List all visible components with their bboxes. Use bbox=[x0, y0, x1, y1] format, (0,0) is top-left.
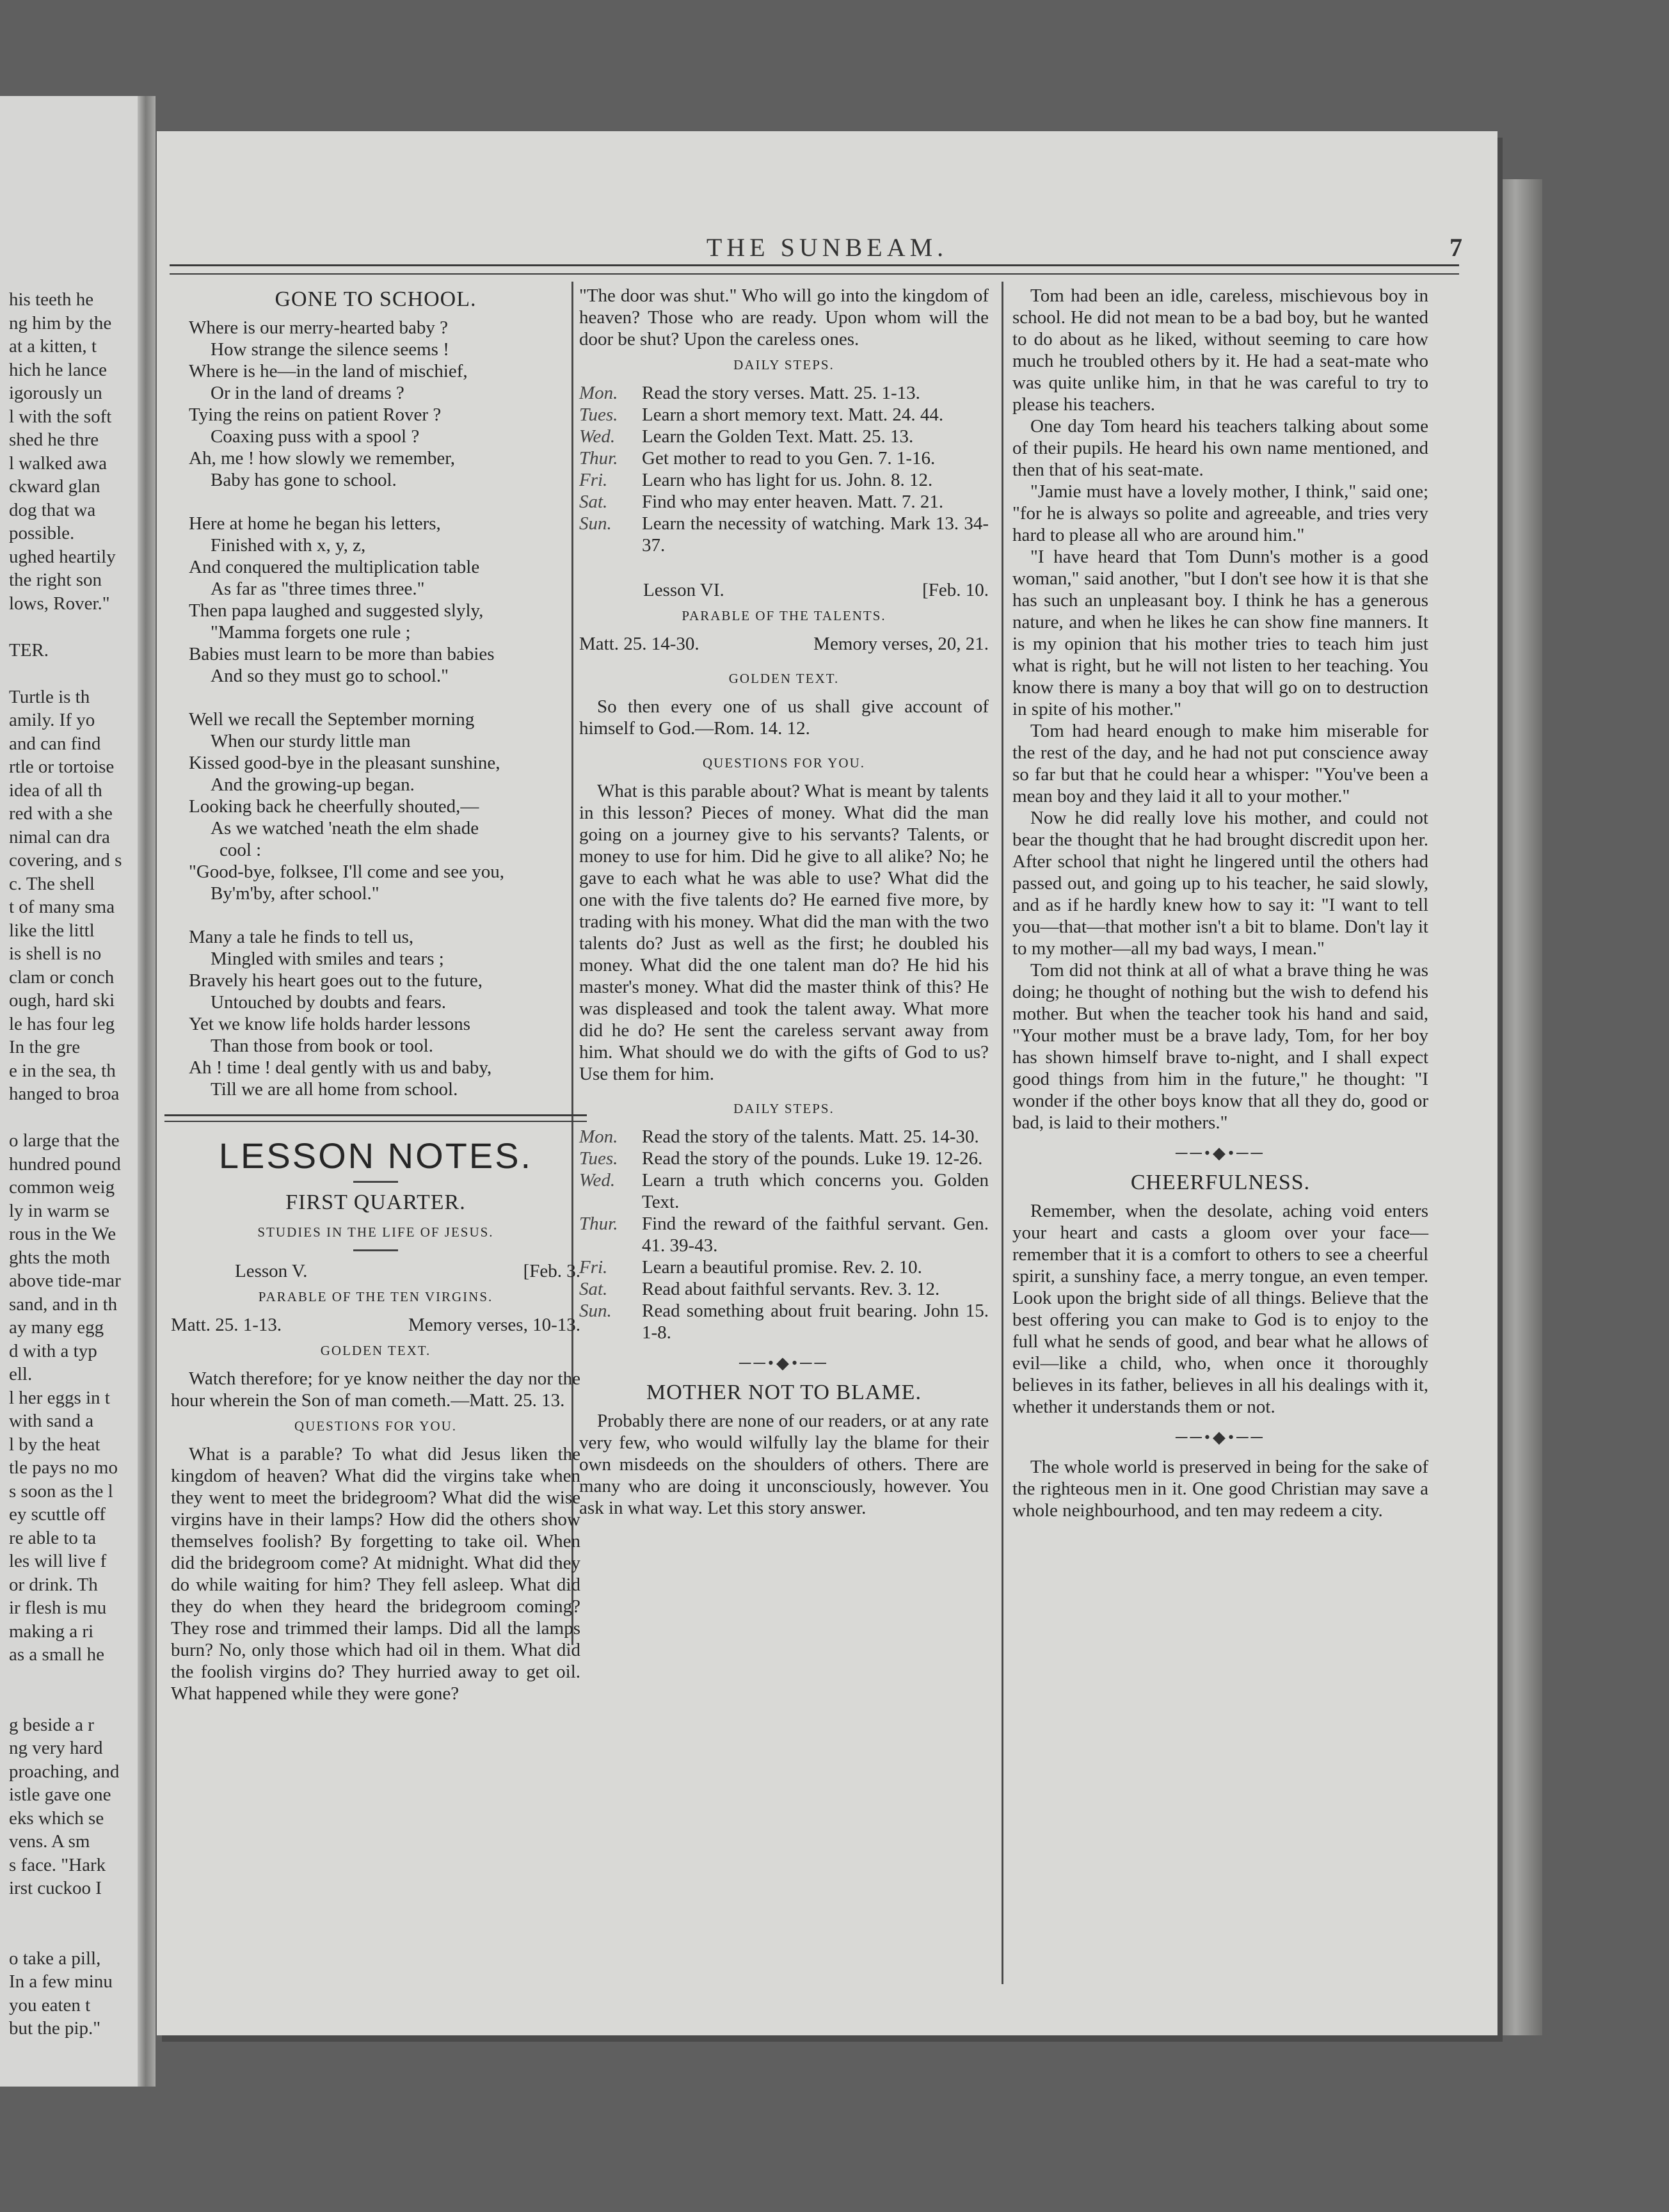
closing-text: The whole world is preserved in being for the sake of the righteous men in it. One good Christian may save a whole neighbourhood, and ten may redeem a city. bbox=[1012, 1457, 1428, 1521]
previous-page-line: rtle or tortoise bbox=[9, 757, 115, 777]
poem-line: "Good-bye, folksee, I'll come and see you, bbox=[189, 862, 504, 882]
questions-text-continued: "The door was shut." Who will go into the kingdom of heaven? Those who are ready. Upon whom will the door be shut? Upon the careless ones. bbox=[579, 285, 989, 349]
previous-page-line: les will live f bbox=[9, 1551, 107, 1571]
previous-page-line: istle gave one bbox=[9, 1784, 111, 1805]
previous-page-line: nimal can dra bbox=[9, 826, 110, 847]
previous-page-line: as a small he bbox=[9, 1644, 104, 1665]
previous-page-line: l walked awa bbox=[9, 453, 107, 474]
poem-line: Well we recall the September morning bbox=[189, 709, 475, 730]
step-text: Read the story of the talents. Matt. 25. 14-30. bbox=[642, 1126, 979, 1147]
poem-line: Babies must learn to be more than babies bbox=[189, 644, 495, 664]
previous-page-line: re able to ta bbox=[9, 1527, 97, 1548]
weekday-label: Thur. bbox=[579, 1214, 618, 1234]
column-1 bbox=[171, 285, 580, 1704]
previous-page-line: g beside a r bbox=[9, 1714, 94, 1735]
daily-steps-list bbox=[579, 382, 989, 556]
poem-line: Kissed good-bye in the pleasant sunshine, bbox=[189, 753, 500, 773]
poem-line: Bravely his heart goes out to the future, bbox=[189, 970, 483, 991]
previous-page-line: ell. bbox=[9, 1364, 33, 1384]
story-paragraph: Tom did not think at all of what a brave thing he was doing; he thought of nothing but the wish to defend his mother. But when the teacher took his hand and said, "Your mother must be a brave lady, Tom, for her boy has shown himself brave to-night, and I shall expect good things from him in the future," he thought: "I wonder if the other boys know that all they do, good or bad, is laid to their mothers." bbox=[1012, 960, 1428, 1133]
poem-line: Or in the land of dreams ? bbox=[211, 383, 404, 403]
previous-page-line: le has four leg bbox=[9, 1013, 115, 1034]
previous-page-line: t of many sma bbox=[9, 897, 115, 917]
poem-line: cool : bbox=[220, 840, 262, 860]
step-text: Read the story verses. Matt. 25. 1-13. bbox=[642, 383, 920, 403]
previous-page-line: ly in warm se bbox=[9, 1200, 110, 1221]
step-text: Learn the Golden Text. Matt. 25. 13. bbox=[642, 426, 914, 447]
daily-steps-list bbox=[579, 1126, 989, 1343]
lesson-6-heading bbox=[579, 579, 989, 601]
lesson-title: PARABLE OF THE TEN VIRGINS. bbox=[258, 1289, 493, 1304]
daily-step bbox=[579, 1148, 989, 1169]
previous-page-line: rous in the We bbox=[9, 1224, 116, 1244]
questions-label: QUESTIONS FOR YOU. bbox=[703, 755, 865, 771]
previous-page-line: with sand a bbox=[9, 1411, 94, 1431]
column-rule bbox=[1002, 282, 1003, 1984]
previous-page-line: making a ri bbox=[9, 1621, 94, 1642]
previous-page-line: Turtle is th bbox=[9, 686, 90, 707]
previous-page-line: above tide-mar bbox=[9, 1270, 121, 1291]
previous-page-line: d with a typ bbox=[9, 1340, 97, 1361]
previous-page-line: o take a pill, bbox=[9, 1948, 101, 1969]
weekday-label: Wed. bbox=[579, 1170, 616, 1190]
step-text: Learn a truth which concerns you. Golden Text. bbox=[642, 1170, 989, 1212]
previous-page-line: clam or conch bbox=[9, 966, 115, 988]
step-text: Learn the necessity of watching. Mark 13. 34-37. bbox=[642, 513, 989, 556]
story-paragraph: Tom had been an idle, careless, mischievous boy in school. He did not mean to be a bad boy, but he wanted to do about as he liked, without seeming to care how much he troubled others by it. He had a seat-mate who was quite unlike him, in that he was careful to try to please his teachers. bbox=[1012, 285, 1428, 415]
daily-step bbox=[579, 1213, 989, 1256]
weekday-label: Mon. bbox=[579, 1126, 618, 1147]
golden-text-label: GOLDEN TEXT. bbox=[320, 1343, 431, 1358]
daily-steps-label: DAILY STEPS. bbox=[733, 357, 835, 373]
previous-page-line: tle pays no mo bbox=[9, 1457, 118, 1478]
weekday-label: Sun. bbox=[579, 1301, 612, 1321]
lesson-title: PARABLE OF THE TALENTS. bbox=[682, 608, 886, 623]
questions-label: QUESTIONS FOR YOU. bbox=[294, 1418, 457, 1434]
previous-page-line: ey scuttle off bbox=[9, 1504, 106, 1525]
previous-page-line: proaching, and bbox=[9, 1761, 120, 1782]
previous-page-line: ir flesh is mu bbox=[9, 1598, 107, 1618]
story-title: MOTHER NOT TO BLAME. bbox=[646, 1381, 922, 1404]
previous-page-line: ckward glan bbox=[9, 476, 100, 497]
poem-line: And the growing-up began. bbox=[211, 774, 415, 795]
previous-page-line: ghts the moth bbox=[9, 1247, 110, 1268]
previous-page-line: sand, and in th bbox=[9, 1294, 118, 1315]
step-text: Learn who has light for us. John. 8. 12. bbox=[642, 470, 933, 490]
lesson-label: Lesson VI. bbox=[643, 580, 724, 600]
daily-step bbox=[579, 1169, 989, 1213]
weekday-label: Fri. bbox=[579, 470, 608, 490]
step-text: Get mother to read to you Gen. 7. 1-16. bbox=[642, 448, 936, 469]
poem-title: GONE TO SCHOOL. bbox=[275, 287, 477, 311]
previous-page-line: s face. "Hark bbox=[9, 1854, 106, 1875]
daily-step bbox=[579, 1126, 989, 1148]
daily-step bbox=[579, 1256, 989, 1278]
previous-page-line: possible. bbox=[9, 523, 75, 543]
poem-line: As far as "three times three." bbox=[211, 579, 425, 599]
previous-page-line: ng him by the bbox=[9, 312, 112, 333]
poem-line: Ah ! time ! deal gently with us and baby, bbox=[189, 1057, 492, 1078]
poem-line: How strange the silence seems ! bbox=[211, 339, 449, 360]
magazine-page bbox=[157, 131, 1497, 2035]
poem-line: Yet we know life holds harder lessons bbox=[189, 1014, 471, 1034]
daily-steps-label: DAILY STEPS. bbox=[733, 1101, 835, 1116]
weekday-label: Thur. bbox=[579, 448, 618, 469]
golden-text-label: GOLDEN TEXT. bbox=[728, 671, 840, 686]
previous-page-line: l with the soft bbox=[9, 406, 112, 427]
previous-page-line: eks which se bbox=[9, 1807, 104, 1829]
daily-step bbox=[579, 469, 989, 491]
previous-page-line: lows, Rover." bbox=[9, 593, 110, 614]
ornament-divider: ──•◆•── bbox=[1176, 1144, 1265, 1162]
previous-page-line: shed he thre bbox=[9, 429, 99, 450]
lesson-notes-heading: LESSON NOTES. bbox=[218, 1135, 533, 1176]
story-paragraph: "Jamie must have a lovely mother, I think," said one; "for he is always so polite and agreeable, and tries very hard to please all who are around him." bbox=[1012, 481, 1428, 545]
step-text: Find who may enter heaven. Matt. 7. 21. bbox=[642, 492, 944, 512]
daily-step bbox=[579, 382, 989, 404]
step-text: Read about faithful servants. Rev. 3. 12. bbox=[642, 1279, 940, 1299]
page-edge bbox=[1497, 179, 1542, 2035]
lesson-label: Lesson V. bbox=[235, 1261, 308, 1281]
weekday-label: Sun. bbox=[579, 513, 612, 534]
poem-line: Finished with x, y, z, bbox=[211, 535, 366, 556]
lesson-date: [Feb. 10. bbox=[922, 580, 989, 600]
previous-page-line: hich he lance bbox=[9, 359, 107, 380]
cheerfulness-title: CHEERFULNESS. bbox=[1130, 1171, 1311, 1194]
previous-page-line: or drink. Th bbox=[9, 1574, 98, 1595]
poem-line: When our sturdy little man bbox=[211, 731, 411, 751]
step-text: Learn a beautiful promise. Rev. 2. 10. bbox=[642, 1257, 922, 1278]
poem-line: Than those from book or tool. bbox=[211, 1036, 433, 1056]
lesson-reference-row bbox=[579, 633, 989, 655]
previous-page-line: but the pip." bbox=[9, 2018, 101, 2039]
previous-page-line: e in the sea, th bbox=[9, 1060, 116, 1081]
scripture-reference: Matt. 25. 14-30. bbox=[579, 634, 699, 654]
previous-page-line: vens. A sm bbox=[9, 1831, 90, 1852]
previous-page-line: at a kitten, t bbox=[9, 336, 97, 357]
lesson-5-heading bbox=[171, 1260, 580, 1282]
poem-line: By'm'by, after school." bbox=[211, 883, 379, 904]
story-paragraph: Tom had heard enough to make him miserable for the rest of the day, and he had not put conscience away so far but that he could hear a whisper: "You've been a mean boy and they laid it all to your mother." bbox=[1012, 721, 1428, 806]
ornament-divider: ──•◆•── bbox=[1176, 1428, 1265, 1447]
step-text: Find the reward of the faithful servant. Gen. 41. 39-43. bbox=[642, 1214, 989, 1256]
questions-text: What is this parable about? What is meant by talents in this lesson? Pieces of money. What did the man going on a journey give to his servants? Talents, or money to use for him. Did he give to all alike? No; he gave to each what he was able to use? What did the one with the five talents do? He earned five more, by trading with his money. What did the man with the two talents do? Just as well as the first; he doubled his money. What did the one talent man do? He hid his master's money. What did the master think of this? He was displeased and took the talent away. What more did he do? He sent the careless servant away from him. What should we do with the gifts of God to us? Use them for him. bbox=[579, 781, 989, 1084]
previous-page-line: hundred pound bbox=[9, 1153, 121, 1174]
previous-page-line: amily. If yo bbox=[9, 710, 95, 730]
weekday-label: Tues. bbox=[579, 405, 618, 425]
previous-page-line: s soon as the l bbox=[9, 1480, 113, 1502]
poem-line: Then papa laughed and suggested slyly, bbox=[189, 600, 484, 621]
previous-page-line: common weig bbox=[9, 1177, 115, 1198]
previous-page-line: c. The shell bbox=[9, 873, 95, 894]
previous-page-line: is shell is no bbox=[9, 943, 102, 964]
binding-gutter bbox=[138, 96, 156, 2087]
previous-page-line: o large that the bbox=[9, 1130, 120, 1151]
previous-page-line: TER. bbox=[9, 639, 49, 661]
previous-page-line: ough, hard ski bbox=[9, 990, 115, 1011]
weekday-label: Tues. bbox=[579, 1148, 618, 1169]
column-3 bbox=[1012, 285, 1428, 1521]
previous-page-line: covering, and s bbox=[9, 850, 122, 870]
cheerfulness-text: Remember, when the desolate, aching void enters your heart and casts a gloom over your face—remember that it is a comfort to others to see a cheerful spirit, a sunshiny face, a merry tongue, an even temper. Look upon the bright side of all things. Believe that the best offering you can make to God is to enjoy to the full what he sends of good, and bear what he allows of evil—like a child, who, when once it thoroughly believes in its father, believes in all his dealings with it, whether it understands them or not. bbox=[1012, 1201, 1428, 1417]
step-text: Learn a short memory text. Matt. 24. 44. bbox=[642, 405, 944, 425]
daily-step bbox=[579, 513, 989, 556]
poem-body bbox=[171, 317, 580, 1100]
poem-line: Ah, me ! how slowly we remember, bbox=[189, 448, 456, 469]
weekday-label: Wed. bbox=[579, 426, 616, 447]
scripture-reference: Matt. 25. 1-13. bbox=[171, 1315, 282, 1335]
poem-line: And so they must go to school." bbox=[211, 666, 449, 686]
header-rule bbox=[170, 264, 1459, 275]
weekday-label: Sat. bbox=[579, 1279, 608, 1299]
daily-step bbox=[579, 1300, 989, 1343]
previous-page-line: In a few minu bbox=[9, 1971, 113, 1992]
short-rule bbox=[353, 1181, 398, 1183]
previous-page-line: the right son bbox=[9, 570, 102, 590]
weekday-label: Mon. bbox=[579, 383, 618, 403]
poem-line: And conquered the multiplication table bbox=[189, 557, 480, 577]
section-rule bbox=[164, 1114, 587, 1122]
page-number: 7 bbox=[1449, 233, 1462, 262]
daily-step bbox=[579, 1278, 989, 1300]
poem-stanza bbox=[189, 513, 580, 687]
previous-page-line: ng very hard bbox=[9, 1738, 103, 1758]
poem-line: Baby has gone to school. bbox=[211, 470, 397, 490]
poem-line: Untouched by doubts and fears. bbox=[211, 992, 447, 1013]
poem-line: Where is our merry-hearted baby ? bbox=[189, 317, 448, 338]
ornament-divider: ──•◆•── bbox=[739, 1354, 829, 1372]
story-intro: Probably there are none of our readers, or at any rate very few, who would wilfully lay the blame for their own misdeeds on the shoulders of others. There are many who are doing it unconsciously, however. You ask in what way. Let this story answer. bbox=[579, 1411, 989, 1518]
column-2 bbox=[579, 285, 989, 1519]
previous-page-fragment bbox=[0, 96, 141, 2087]
lesson-reference-row bbox=[171, 1314, 580, 1336]
daily-step bbox=[579, 404, 989, 426]
running-head: THE SUNBEAM. bbox=[706, 233, 948, 262]
poem-line: Coaxing puss with a spool ? bbox=[211, 426, 420, 447]
previous-page-line: his teeth he bbox=[9, 289, 94, 310]
lesson-date: [Feb. 3. bbox=[523, 1261, 580, 1281]
weekday-label: Sat. bbox=[579, 492, 608, 512]
poem-stanza bbox=[189, 709, 580, 904]
previous-page-line: dog that wa bbox=[9, 499, 96, 520]
golden-text: So then every one of us shall give account of himself to God.—Rom. 14. 12. bbox=[579, 696, 989, 739]
previous-page-line: In the gre bbox=[9, 1037, 81, 1057]
previous-page-line: red with a she bbox=[9, 803, 113, 824]
previous-page-line: l by the heat bbox=[9, 1434, 100, 1455]
previous-page-line: ughed heartily bbox=[9, 546, 116, 567]
daily-step bbox=[579, 491, 989, 513]
poem-stanza bbox=[189, 926, 580, 1100]
story-paragraph: Now he did really love his mother, and could not bear the thought that he had brought discredit upon her. After school that night he lingered until the others had passed out, and going up to his teacher, he said slowly, and as if he hardly knew how to say it: "I want to tell you—that—that mother isn't a bit to blame. Don't lay it to my mother—all my bad ways, I mean." bbox=[1012, 808, 1428, 959]
poem-line: Here at home he began his letters, bbox=[189, 513, 441, 534]
quarter-title: FIRST QUARTER. bbox=[285, 1190, 466, 1214]
poem-line: Tying the reins on patient Rover ? bbox=[189, 405, 442, 425]
poem-line: Where is he—in the land of mischief, bbox=[189, 361, 468, 381]
previous-page-line: idea of all th bbox=[9, 780, 102, 801]
daily-step bbox=[579, 447, 989, 469]
poem-line: Till we are all home from school. bbox=[211, 1079, 458, 1100]
previous-page-line: like the littl bbox=[9, 920, 95, 941]
step-text: Read something about fruit bearing. John 15. 1-8. bbox=[642, 1301, 989, 1343]
previous-page-line: ay many egg bbox=[9, 1317, 104, 1338]
weekday-label: Fri. bbox=[579, 1257, 608, 1278]
story-paragraph: "I have heard that Tom Dunn's mother is a good woman," said another, "but I don't see how it is that she has such an unpleasant boy. I think he has a generous nature, and when he likes he can show fine manners. It is my opinion that his mother tries to teach him just what is right, but he will not listen to her teaching. You know there is many a boy that will go on to destruction in spite of his mother." bbox=[1012, 547, 1428, 719]
step-text: Read the story of the pounds. Luke 19. 12-26. bbox=[642, 1148, 983, 1169]
poem-line: "Mamma forgets one rule ; bbox=[211, 622, 411, 643]
poem-stanza bbox=[189, 317, 580, 491]
story-body bbox=[1012, 285, 1428, 1134]
short-rule bbox=[353, 1249, 398, 1251]
previous-page-line: you eaten t bbox=[9, 1994, 91, 2016]
poem-line: Mingled with smiles and tears ; bbox=[211, 949, 444, 969]
poem-line: Many a tale he finds to tell us, bbox=[189, 927, 414, 947]
previous-page-line: hanged to broa bbox=[9, 1084, 120, 1104]
poem-line: As we watched 'neath the elm shade bbox=[211, 818, 479, 838]
studies-subtitle: STUDIES IN THE LIFE OF JESUS. bbox=[257, 1224, 494, 1240]
previous-page-line: and can find bbox=[9, 733, 101, 754]
previous-page-line: irst cuckoo I bbox=[9, 1878, 102, 1898]
story-paragraph: One day Tom heard his teachers talking about some of their pupils. He heard his own name mentioned, and then that of his seat-mate. bbox=[1012, 416, 1428, 480]
golden-text: Watch therefore; for ye know neither the day nor the hour wherein the Son of man cometh.—Matt. 25. 13. bbox=[171, 1368, 580, 1411]
previous-page-line: igorously un bbox=[9, 383, 102, 403]
memory-verses: Memory verses, 10-13. bbox=[408, 1315, 580, 1335]
previous-page-line: l her eggs in t bbox=[9, 1387, 110, 1408]
memory-verses: Memory verses, 20, 21. bbox=[813, 634, 989, 654]
daily-step bbox=[579, 426, 989, 447]
questions-text: What is a parable? To what did Jesus liken the kingdom of heaven? What did the virgins take when they went to meet the bridegroom? What did the wise virgins have in their lamps? How did the others show themselves foolish? By forgetting to take oil. When did the bridegroom come? At midnight. What did they do while waiting for him? They fell asleep. What did they do when they heard the bridegroom coming? They rose and trimmed their lamps. Did all the lamps burn? No, only those which had oil in them. What did the foolish virgins do? They hurried away to get oil. What happened while they were gone? bbox=[171, 1444, 580, 1704]
poem-line: Looking back he cheerfully shouted,— bbox=[189, 796, 479, 817]
